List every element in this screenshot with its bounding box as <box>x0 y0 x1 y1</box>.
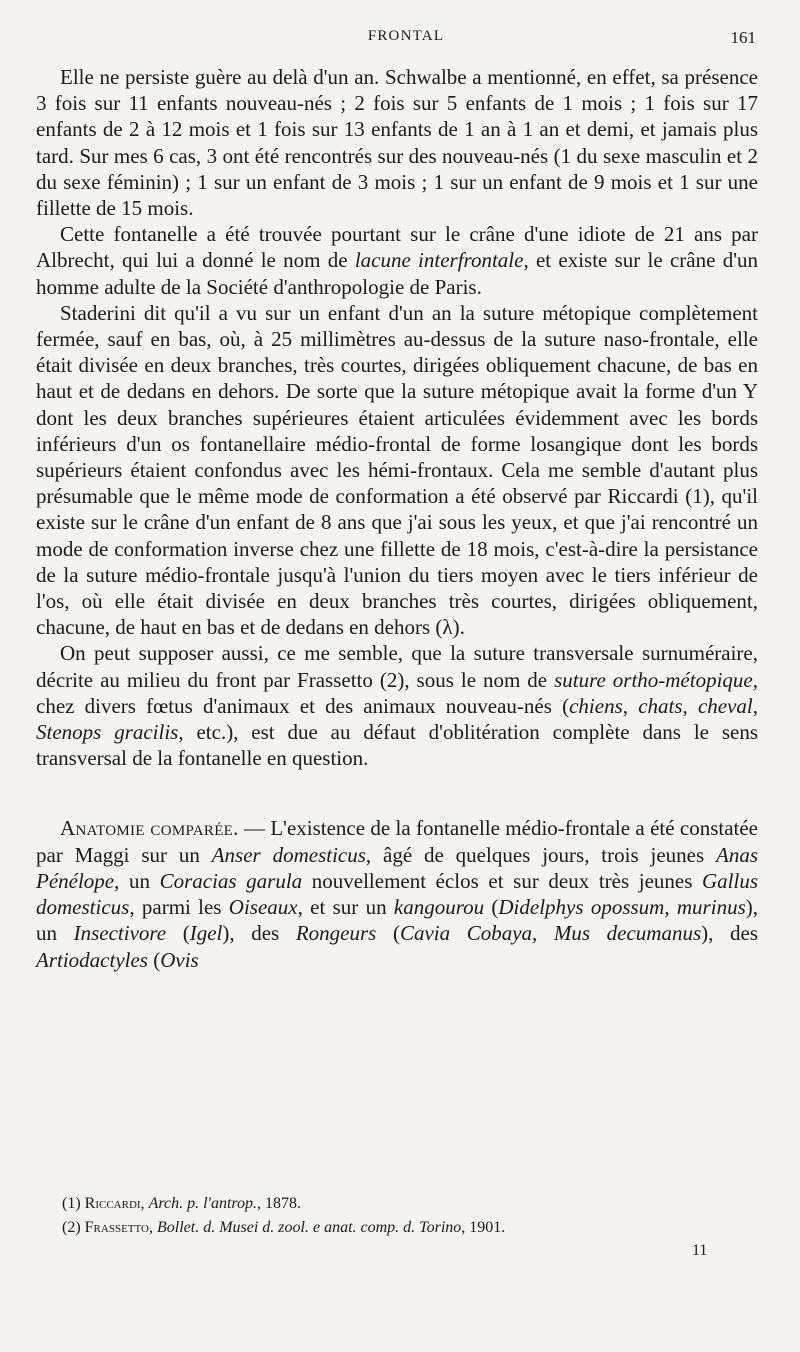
italic-run: chats <box>638 693 683 718</box>
footnote-number: (2) <box>62 1219 81 1236</box>
text-run: ( <box>166 921 190 946</box>
italic-run: Didelphys opossum, murinus <box>498 895 746 920</box>
italic-run: Coracias garula <box>159 868 303 893</box>
text-run: , un <box>114 868 160 893</box>
footnote-2 <box>62 1216 752 1240</box>
text-run: , <box>752 693 759 718</box>
text-run: , etc.), est due au défaut d'oblitération complète dans le sens transversal de la fontanelle en question. <box>36 720 758 771</box>
italic-run: Artiodactyles <box>36 947 148 972</box>
section-spacer <box>36 771 758 815</box>
text-run: ), des <box>222 921 296 946</box>
italic-run: Insectivore <box>73 921 167 946</box>
text-run: On peut supposer aussi, ce me semble, que la suture transversale surnuméraire, décrite au milieu du front par Frassetto (2), sous le nom de <box>36 641 758 692</box>
paragraph-1: Elle ne persiste guère au delà d'un an. Schwalbe a mentionné, en effet, sa présence 3 fois sur 11 enfants nouveau-nés ; 2 fois sur 5 enfants de 1 mois ; 1 fois sur 17 enfants de 2 à 12 mois et 1 fois sur 13 enfants de 1 an à 1 an et demi, et jamais plus tard. Sur mes 6 cas, 3 ont été rencontrés sur des nouveau-nés (1 du sexe masculin et 2 du sexe féminin) ; 1 sur un enfant de 3 mois ; 1 sur un enfant de 9 mois et 1 sur une fillette de 15 mois. <box>36 65 758 221</box>
paragraph-2-italic: lacune interfrontale <box>354 248 524 273</box>
italic-run: Igel <box>189 921 223 946</box>
italic-run: suture ortho-métopique <box>554 667 753 692</box>
italic-run: Ovis <box>160 947 199 972</box>
footnote-rest: , 1901. <box>461 1219 506 1236</box>
text-run: , <box>682 693 698 718</box>
paragraph-2-text: Cette fontanelle a été trouvée pourtant sur le crâne d'une idiote de 21 ans par Albrecht, qui lui a donné le nom de <box>36 222 758 273</box>
footnote-author: Riccardi, <box>84 1195 145 1212</box>
italic-run: kangourou <box>393 895 485 920</box>
running-title: FRONTAL <box>367 28 445 44</box>
footnote-rest: , 1878. <box>257 1195 302 1212</box>
text-run: ( <box>147 947 161 972</box>
paragraph-3: Staderini dit qu'il a vu sur un enfant d'un an la suture métopique complètement fermée, sauf en bas, où, à 25 millimètres au-dessus de la suture naso-frontale, elle était divisée en deux branches, très courtes, dirigées obliquement chacune, de bas en haut et de dedans en dehors. De sorte que la suture métopique avait la forme d'un Y dont les deux branches supérieures étaient articulées évidemment avec les bords inférieurs d'un os fontanellaire médio-frontal de forme losangique dont les bords supérieurs étaient confondus avec les hémi-frontaux. Cela me semble d'autant plus présumable que le même mode de conformation a été observé par Riccardi (1), qu'il existe sur le crâne d'un enfant de 8 ans que j'ai sous les yeux, et que j'ai rencontré un mode de conformation inverse chez une fillette de 18 mois, c'est-à-dire la persistance de la suture médio-frontale jusqu'à l'union du tiers moyen avec le tiers inférieur de l'os, où elle était divisée en deux branches très courtes, dirigées obliquement, chacune, de haut en bas et de dedans en dehors (λ). <box>36 300 758 640</box>
italic-run: Cavia Cobaya, Mus decumanus <box>399 921 702 946</box>
text-run: , <box>622 693 639 718</box>
italic-run: Anser domesticus <box>211 842 366 867</box>
text-run: ( <box>484 895 499 920</box>
italic-run: Gallus domesticus <box>36 868 758 920</box>
text-run: — L'existence de la fontanelle médio-frontale a été constatée par Maggi sur un <box>36 816 758 867</box>
italic-run: Anas Pénélope <box>36 842 758 893</box>
italic-run: Oiseaux <box>228 895 298 920</box>
footnote-1 <box>62 1192 752 1216</box>
footnote-number: (1) <box>62 1195 81 1212</box>
italic-run: Stenops gracilis <box>36 720 179 745</box>
page-number: 161 <box>730 28 756 47</box>
text-run: ( <box>376 921 400 946</box>
footnotes <box>62 1192 752 1240</box>
italic-run: Rongeurs <box>295 921 377 946</box>
paragraph-comparative-anatomy <box>36 815 758 972</box>
text-run: , âgé de quelques jours, trois jeunes <box>365 842 716 867</box>
signature-mark: 11 <box>692 1242 708 1259</box>
body-text <box>36 64 758 973</box>
text-run: ), des <box>701 921 758 946</box>
text-run: , parmi les <box>129 895 229 920</box>
footnote-title: Arch. p. l'antrop. <box>148 1195 258 1212</box>
footnote-author: Frassetto, <box>84 1219 153 1236</box>
page-header <box>36 28 756 56</box>
footnote-title: Bollet. d. Musei d. zool. e anat. comp. d. Torino <box>156 1219 462 1236</box>
paragraph-2-text-end: , et existe sur le crâne d'un homme adulte de la Société d'anthropologie de Paris. <box>36 248 758 299</box>
paragraph-4 <box>36 640 758 771</box>
text-run: , et sur un <box>297 895 394 920</box>
section-label: Anatomie comparée. <box>60 816 239 841</box>
italic-run: chiens <box>569 693 623 718</box>
text-run: nouvellement éclos et sur deux très jeunes <box>302 868 702 893</box>
paragraph-2 <box>36 221 758 300</box>
text-run: ), un <box>36 895 758 946</box>
text-run: , chez divers fœtus d'animaux et des animaux nouveau-nés ( <box>36 667 758 718</box>
italic-run: cheval <box>697 693 753 718</box>
